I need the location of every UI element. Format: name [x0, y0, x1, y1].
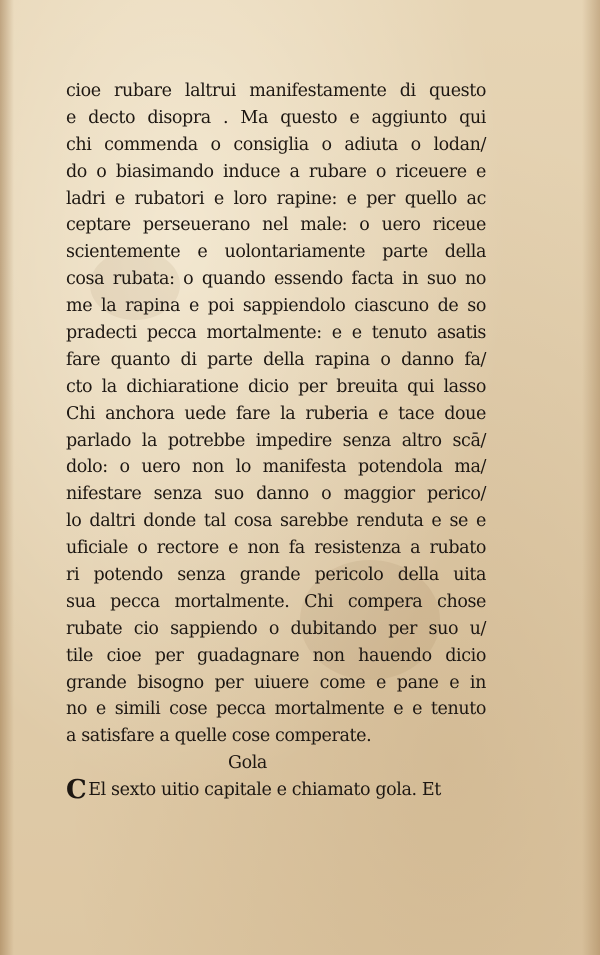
text-column: [66, 78, 486, 804]
text-line: cosa rubata: o quando essendo facta in suo no: [66, 269, 486, 290]
text-line: ceptare perseuerano nel male: o uero riceue: [66, 215, 486, 236]
text-line: pradecti pecca mortalmente: e e tenuto asatis: [66, 323, 486, 344]
text-line: no e simili cose pecca mortalmente e e tenuto: [66, 699, 486, 720]
text-line: parlado la potrebbe impedire senza altro scā/: [66, 430, 486, 451]
text-line: ladri e rubatori e loro rapine: e per quello ac: [66, 188, 486, 209]
text-line: rubate cio sappiendo o dubitando per suo u/: [66, 618, 486, 639]
closing-line: [66, 777, 486, 804]
text-line: dolo: o uero non lo manifesta potendola ma/: [66, 457, 486, 478]
page-edge-shadow-left: [0, 0, 14, 955]
text-line: me la rapina e poi sappiendolo ciascuno de so: [66, 296, 486, 317]
text-line: sua pecca mortalmente. Chi compera chose: [66, 591, 486, 612]
section-heading: [66, 750, 486, 777]
text-line: grande bisogno per uiuere come e pane e in: [66, 672, 486, 693]
text-line: do o biasimando induce a rubare o riceuere e: [66, 161, 486, 182]
text-line: nifestare senza suo danno o maggior perico/: [66, 484, 486, 505]
text-line: uficiale o rectore e non fa resistenza a rubato: [66, 538, 486, 559]
text-line: cto la dichiaratione dicio per breuita qui lasso: [66, 376, 486, 397]
section-heading-text: Gola: [228, 753, 267, 774]
text-line: e decto disopra . Ma questo e aggiunto qui: [66, 107, 486, 128]
text-line: ri potendo senza grande pericolo della uita: [66, 565, 486, 586]
text-line: scientemente e uolontariamente parte della: [66, 242, 486, 263]
text-line: cioe rubare laltrui manifestamente di questo: [66, 81, 486, 101]
page-edge-shadow-right: [582, 0, 600, 955]
text-line: lo daltri donde tal cosa sarebbe renduta e se e: [66, 511, 486, 532]
text-line: fare quanto di parte della rapina o danno fa/: [66, 349, 486, 370]
text-line: tile cioe per guadagnare non hauendo dicio: [66, 645, 486, 666]
text-line: a satisfare a quelle cose comperate.: [66, 726, 372, 747]
initial-letter: C: [66, 775, 87, 806]
text-line: Chi anchora uede fare la ruberia e tace doue: [66, 403, 486, 424]
text-line: chi commenda o consiglia o adiuta o lodan/: [66, 134, 486, 155]
closing-line-text: El sexto uitio capitale e chiamato gola. Et: [88, 780, 441, 801]
